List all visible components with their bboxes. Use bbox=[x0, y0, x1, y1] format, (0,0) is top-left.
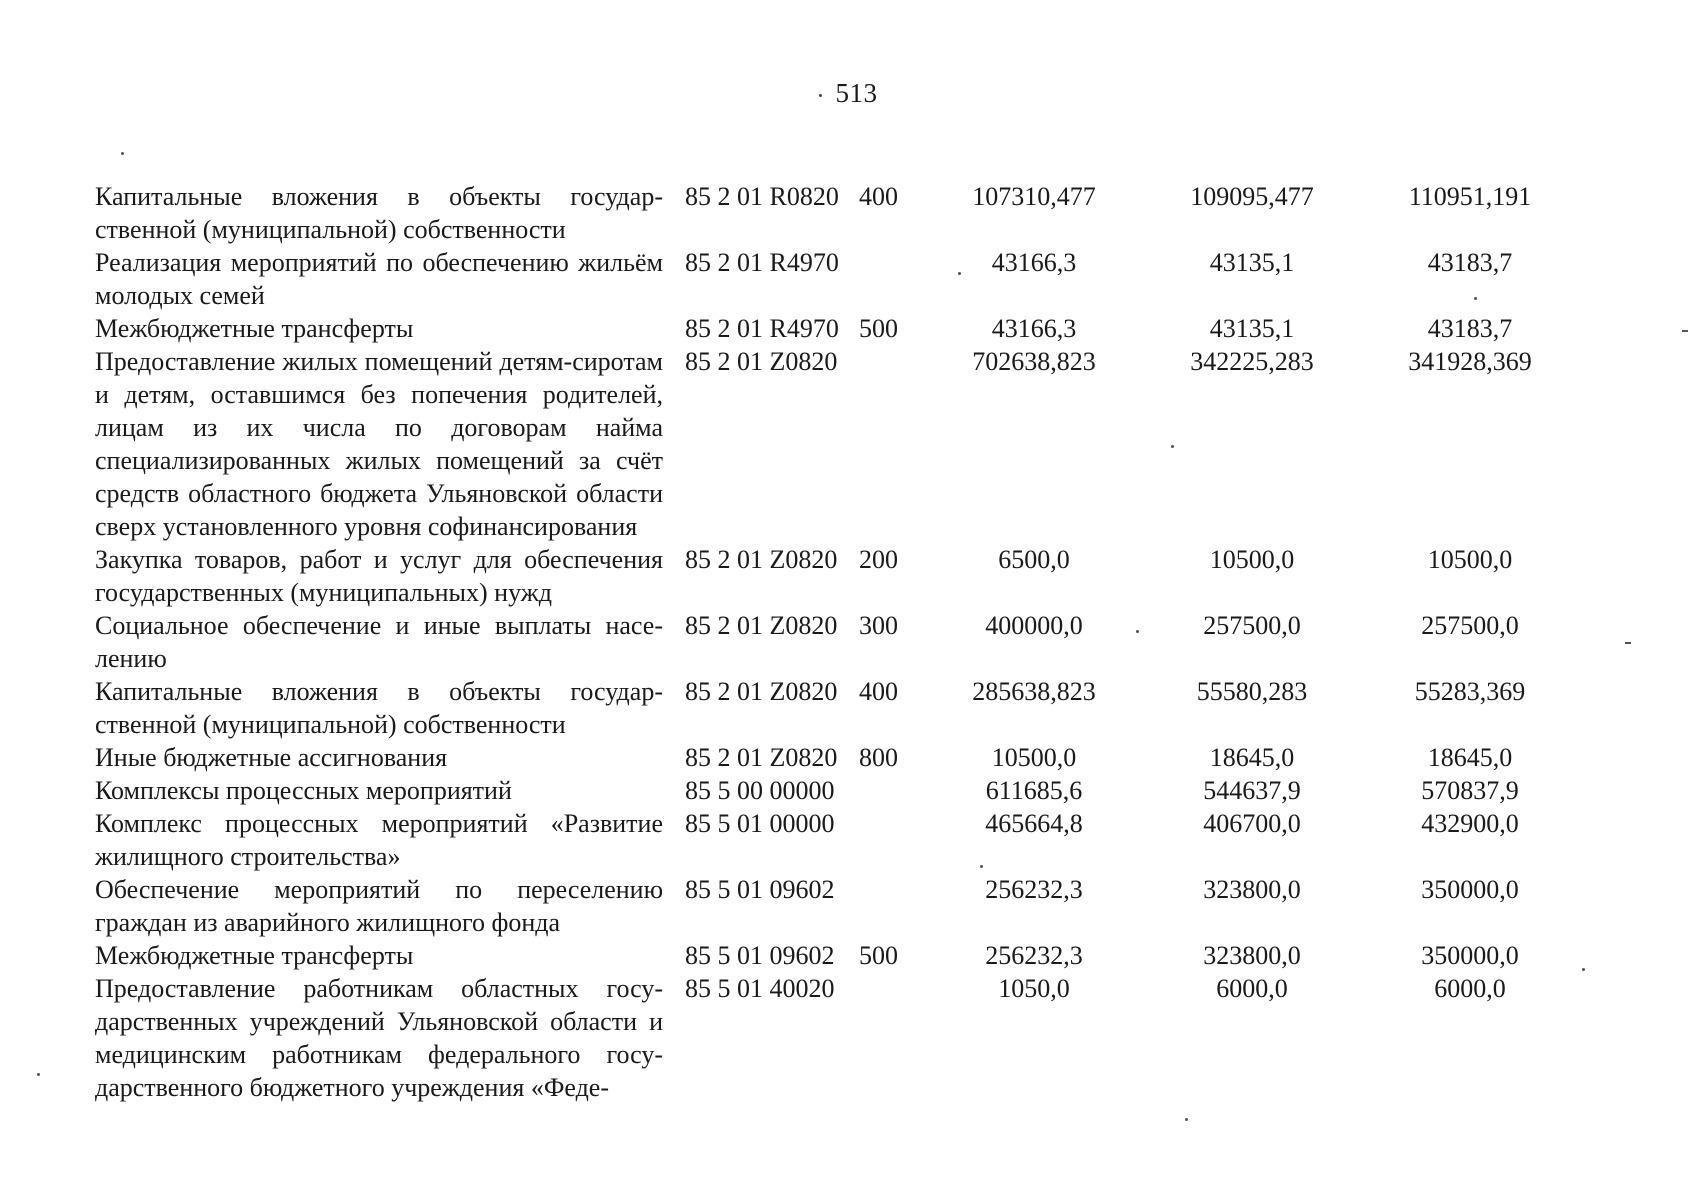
row-expense-type: 800 bbox=[859, 743, 898, 772]
table-row bbox=[95, 312, 1579, 345]
page-number bbox=[0, 78, 1696, 109]
row-name: Закупка товаров, работ и услуг для обеспечения государственных (муниципальных) нужд bbox=[95, 545, 663, 607]
row-expense-type: 300 bbox=[859, 611, 898, 640]
row-amount-year1: 43166,3 bbox=[991, 314, 1077, 343]
row-expense-type: 400 bbox=[859, 182, 898, 211]
row-expense-type: 400 bbox=[859, 677, 898, 706]
page-number-text: 513 bbox=[835, 78, 878, 108]
row-name: Иные бюджетные ассигнования bbox=[95, 743, 448, 772]
row-amount-year1: 256232,3 bbox=[985, 941, 1083, 970]
row-amount-year2: 18645,0 bbox=[1209, 743, 1295, 772]
row-amount-year3: 6000,0 bbox=[1434, 974, 1506, 1003]
row-expense-type: 500 bbox=[859, 941, 898, 970]
row-amount-year2: 323800,0 bbox=[1203, 875, 1301, 904]
row-code: 85 2 01 Z0820 bbox=[685, 347, 838, 376]
row-name: Социальное обеспечение и иные выплаты населению bbox=[95, 611, 663, 673]
row-amount-year3: 110951,191 bbox=[1408, 182, 1532, 211]
scan-speck bbox=[121, 152, 124, 155]
table-row bbox=[95, 939, 1579, 972]
table-row bbox=[95, 873, 1579, 939]
scan-dot bbox=[819, 94, 822, 97]
row-expense-type bbox=[855, 345, 925, 543]
budget-table bbox=[95, 180, 1579, 1104]
row-code: 85 2 01 R4970 bbox=[685, 248, 839, 277]
row-name: Межбюджетные трансферты bbox=[95, 314, 414, 343]
scan-speck bbox=[958, 272, 961, 275]
row-name: Предоставление жилых помещений детям-сиротам и детям, оставшимся без попечения родителей, лицам из их числа по договорам найма специализированных жилых помещений за счёт средств областного бюджета Ульяновской области сверх установленного уровня софинансирования bbox=[95, 347, 663, 541]
table-row bbox=[95, 741, 1579, 774]
scan-speck bbox=[1136, 630, 1139, 633]
row-amount-year1: 400000,0 bbox=[985, 611, 1083, 640]
row-amount-year3: 432900,0 bbox=[1421, 809, 1519, 838]
row-name: Предоставление работникам областных государственных учреждений Ульяновской области и медицинским работникам федерального государственного бюджетного учреждения «Феде- bbox=[95, 974, 663, 1102]
row-amount-year3: 43183,7 bbox=[1427, 314, 1513, 343]
row-name: Комплекс процессных мероприятий «Развитие жилищного строительства» bbox=[95, 809, 663, 871]
row-amount-year3: 570837,9 bbox=[1421, 776, 1519, 805]
row-expense-type bbox=[855, 246, 925, 312]
row-amount-year1: 285638,823 bbox=[972, 677, 1096, 706]
row-amount-year1: 256232,3 bbox=[985, 875, 1083, 904]
table-row bbox=[95, 807, 1579, 873]
row-amount-year3: 341928,369 bbox=[1408, 347, 1532, 376]
scan-speck bbox=[1582, 968, 1585, 971]
row-expense-type bbox=[855, 972, 925, 1104]
row-amount-year2: 406700,0 bbox=[1203, 809, 1301, 838]
row-amount-year3: 18645,0 bbox=[1427, 743, 1513, 772]
row-name: Капитальные вложения в объекты государственной (муниципальной) собственности bbox=[95, 677, 663, 739]
row-amount-year2: 109095,477 bbox=[1190, 182, 1314, 211]
row-amount-year2: 10500,0 bbox=[1209, 545, 1295, 574]
row-expense-type: 500 bbox=[859, 314, 898, 343]
scan-speck bbox=[1185, 1118, 1188, 1121]
row-code: 85 2 01 R0820 bbox=[685, 182, 839, 211]
row-expense-type bbox=[855, 774, 925, 807]
table-row bbox=[95, 675, 1579, 741]
row-expense-type: 200 bbox=[859, 545, 898, 574]
row-amount-year1: 1050,0 bbox=[998, 974, 1070, 1003]
row-amount-year2: 43135,1 bbox=[1209, 314, 1295, 343]
table-row bbox=[95, 543, 1579, 609]
row-code: 85 2 01 R4970 bbox=[685, 314, 839, 343]
row-amount-year2: 342225,283 bbox=[1190, 347, 1314, 376]
row-code: 85 5 01 09602 bbox=[685, 941, 835, 970]
row-amount-year3: 350000,0 bbox=[1421, 875, 1519, 904]
scan-speck bbox=[37, 1073, 40, 1076]
row-amount-year1: 10500,0 bbox=[991, 743, 1077, 772]
table-row bbox=[95, 180, 1579, 246]
table-row bbox=[95, 609, 1579, 675]
row-amount-year2: 43135,1 bbox=[1209, 248, 1295, 277]
row-amount-year1: 465664,8 bbox=[985, 809, 1083, 838]
row-amount-year2: 55580,283 bbox=[1196, 677, 1308, 706]
row-code: 85 5 01 00000 bbox=[685, 809, 835, 838]
row-amount-year1: 6500,0 bbox=[998, 545, 1070, 574]
row-expense-type bbox=[855, 873, 925, 939]
table-row bbox=[95, 774, 1579, 807]
row-amount-year2: 544637,9 bbox=[1203, 776, 1301, 805]
row-code: 85 2 01 Z0820 bbox=[685, 611, 838, 640]
row-amount-year3: 43183,7 bbox=[1427, 248, 1513, 277]
scan-speck bbox=[980, 865, 983, 868]
row-name: Капитальные вложения в объекты государственной (муниципальной) собственности bbox=[95, 182, 663, 244]
scan-speck bbox=[1474, 297, 1477, 300]
row-amount-year2: 6000,0 bbox=[1216, 974, 1288, 1003]
scan-mark bbox=[1625, 642, 1631, 644]
row-expense-type bbox=[855, 807, 925, 873]
row-amount-year1: 43166,3 bbox=[991, 248, 1077, 277]
row-code: 85 5 01 09602 bbox=[685, 875, 835, 904]
row-amount-year3: 10500,0 bbox=[1427, 545, 1513, 574]
row-code: 85 2 01 Z0820 bbox=[685, 545, 838, 574]
row-name: Обеспечение мероприятий по переселению граждан из аварийного жилищного фонда bbox=[95, 875, 663, 937]
table-row bbox=[95, 345, 1579, 543]
row-amount-year3: 257500,0 bbox=[1421, 611, 1519, 640]
row-amount-year3: 55283,369 bbox=[1414, 677, 1526, 706]
row-amount-year2: 257500,0 bbox=[1203, 611, 1301, 640]
row-code: 85 5 01 40020 bbox=[685, 974, 835, 1003]
row-name: Реализация мероприятий по обеспечению жильём молодых семей bbox=[95, 248, 663, 310]
row-code: 85 2 01 Z0820 bbox=[685, 743, 838, 772]
row-amount-year1: 107310,477 bbox=[972, 182, 1096, 211]
table-row bbox=[95, 246, 1579, 312]
row-code: 85 2 01 Z0820 bbox=[685, 677, 838, 706]
row-name: Комплексы процессных мероприятий bbox=[95, 776, 512, 805]
row-code: 85 5 00 00000 bbox=[685, 776, 835, 805]
row-amount-year3: 350000,0 bbox=[1421, 941, 1519, 970]
scan-mark bbox=[1682, 330, 1688, 332]
scan-speck bbox=[1171, 445, 1174, 448]
table-row bbox=[95, 972, 1579, 1104]
row-amount-year1: 702638,823 bbox=[972, 347, 1096, 376]
row-amount-year1: 611685,6 bbox=[985, 776, 1083, 805]
row-amount-year2: 323800,0 bbox=[1203, 941, 1301, 970]
row-name: Межбюджетные трансферты bbox=[95, 941, 414, 970]
